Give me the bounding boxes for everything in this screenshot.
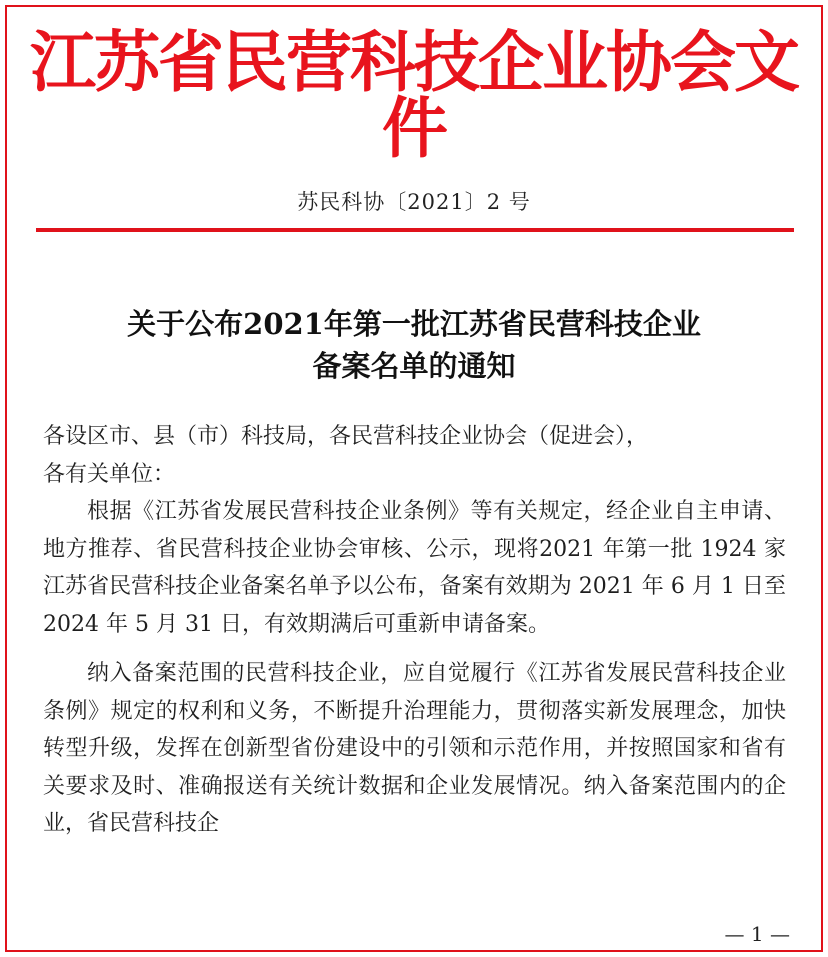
salutation-line-2: 各有关单位：: [43, 461, 176, 487]
body-paragraph-2: 纳入备案范围的民营科技企业，应自觉履行《江苏省发展民营科技企业条例》规定的权利和义务，不断提升治理能力，贯彻落实新发展理念，加快转型升级，发挥在创新型省份建设中的引领和示范作用，并按照国家和省有关要求及时、准确报送有关统计数据和企业发展情况。纳入备案范围内的企业，省民营科技企: [43, 661, 786, 836]
masthead-title: 江苏省民营科技企业协会文件: [30, 24, 798, 167]
red-divider-line: [36, 228, 794, 232]
notice-title-line-1: 关于公布2021年第一批江苏省民营科技企业: [127, 307, 701, 341]
salutation-line-1: 各设区市、县（市）科技局，各民营科技企业协会（促进会），: [43, 424, 649, 449]
body-paragraph-1: 根据《江苏省发展民营科技企业条例》等有关规定，经企业自主申请、地方推荐、省民营科技企业协会审核、公示，现将2021 年第一批 1924 家江苏省民营科技企业备案名单予以公布，备案有效期为 2021 年 6 月 1 日至 2024 年 5 月 31 日，有效期满后可重新申请备案。: [43, 499, 786, 637]
notice-title: [30, 303, 798, 387]
document-number: 苏民科协〔2021〕2 号: [297, 190, 531, 214]
page-number: — 1 —: [724, 922, 790, 946]
notice-body: [43, 418, 786, 843]
notice-title-line-2: 备案名单的通知: [312, 349, 516, 383]
